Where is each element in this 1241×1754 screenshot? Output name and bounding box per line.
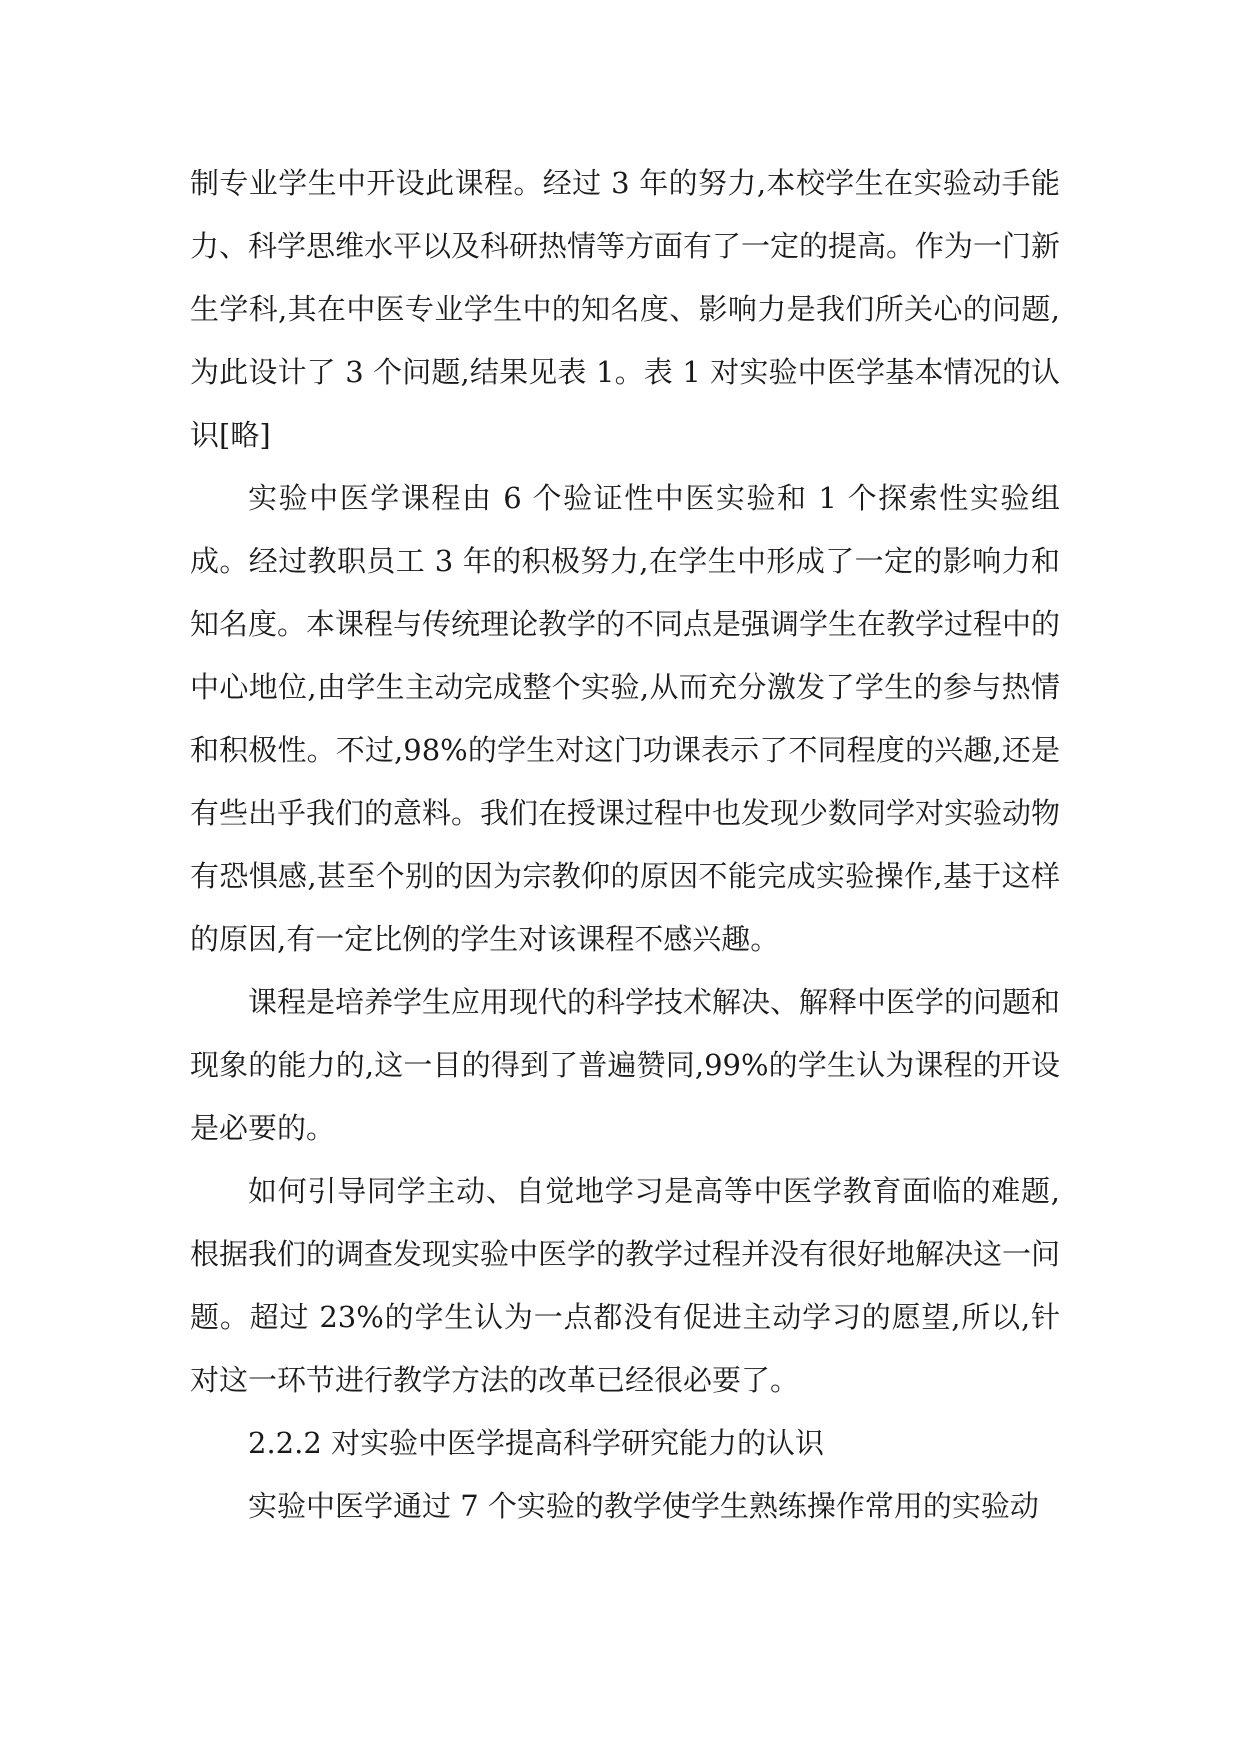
paragraph-3: 课程是培养学生应用现代的科学技术解决、解释中医学的问题和现象的能力的,这一目的得到了普遍赞同,99%的学生认为课程的开设是必要的。 (190, 985, 1061, 1145)
paragraph-4: 如何引导同学主动、自觉地学习是高等中医学教育面临的难题,根据我们的调查发现实验中医学的教学过程并没有很好地解决这一问题。超过 23%的学生认为一点都没有促进主动学习的愿望,所以,针对这一环节进行教学方法的改革已经很必要了。 (190, 1174, 1061, 1397)
section-heading-2-2-2: 2.2.2 对实验中医学提高科学研究能力的认识 (248, 1426, 825, 1460)
paragraph-2: 实验中医学课程由 6 个验证性中医实验和 1 个探索性实验组成。经过教职员工 3 年的积极努力,在学生中形成了一定的影响力和知名度。本课程与传统理论教学的不同点是强调学生在教学过程中的中心地位,由学生主动完成整个实验,从而充分激发了学生的参与热情和积极性。不过,98%的学生对这门功课表示了不同程度的兴趣,还是有些出乎我们的意料。我们在授课过程中也发现少数同学对实验动物有恐惧感,甚至个别的因为宗教仰的原因不能完成实验操作,基于这样的原因,有一定比例的学生对该课程不感兴趣。 (190, 481, 1061, 956)
paragraph-1: 制专业学生中开设此课程。经过 3 年的努力,本校学生在实验动手能力、科学思维水平以及科研热情等方面有了一定的提高。作为一门新生学科,其在中医专业学生中的知名度、影响力是我们所关心的问题,为此设计了 3 个问题,结果见表 1。表 1 对实验中医学基本情况的认识[略] (190, 166, 1061, 452)
paragraph-5: 实验中医学通过 7 个实验的教学使学生熟练操作常用的实验动 (248, 1489, 1039, 1523)
document-page (190, 152, 1060, 1538)
